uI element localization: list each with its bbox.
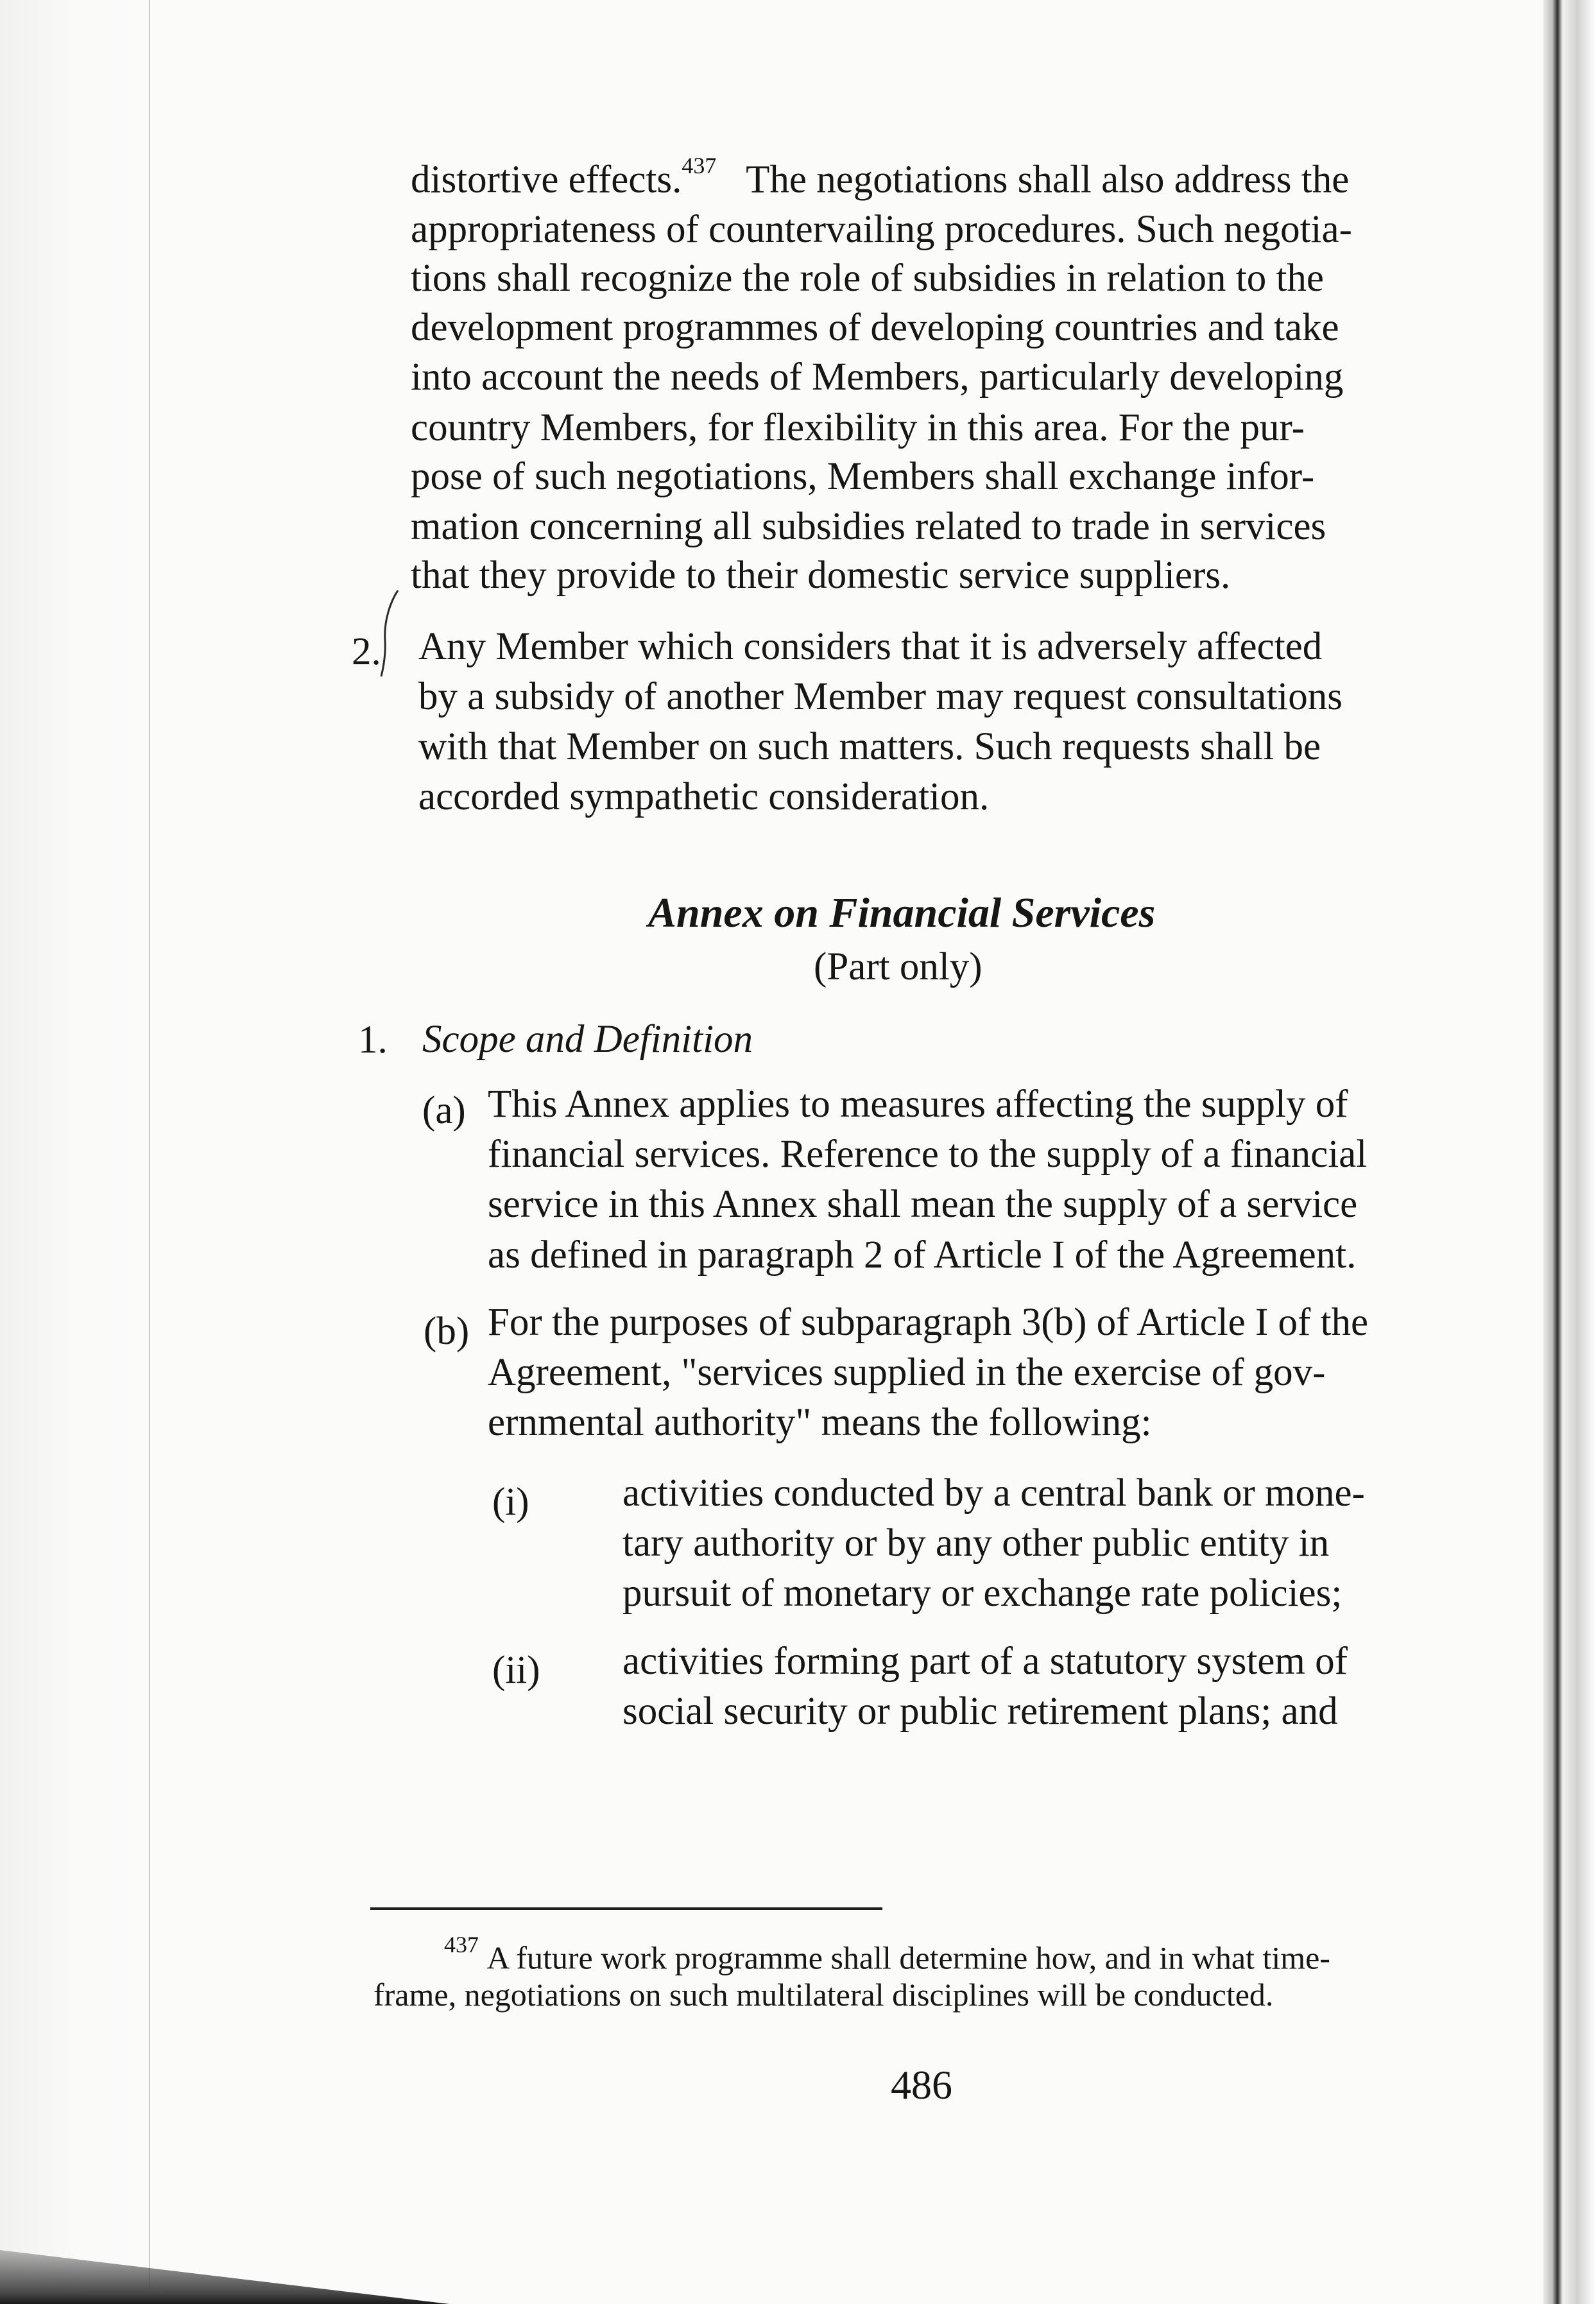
footnote-line-2: frame, negotiations on such multilateral disciplines will be conducted. xyxy=(373,1977,1274,2013)
footnote-number: 437 xyxy=(444,1932,479,1957)
item-b-line-1: For the purposes of subparagraph 3(b) of Article I of the xyxy=(488,1301,1369,1344)
item-i-line-3: pursuit of monetary or exchange rate policies; xyxy=(622,1572,1343,1615)
para1-line-1-rest: The negotiations shall also address the xyxy=(746,158,1350,202)
item-ii-line-1: activities forming part of a statutory system of xyxy=(622,1640,1348,1683)
para2-number: 2. xyxy=(352,630,381,673)
para1-line-9: that they provide to their domestic service suppliers. xyxy=(411,554,1231,597)
footnote-line-1 xyxy=(444,1932,1330,1976)
item-i-line-1: activities conducted by a central bank or mone- xyxy=(622,1472,1365,1515)
scan-left-margin xyxy=(0,0,160,2304)
item-a-line-1: This Annex applies to measures affecting the supply of xyxy=(488,1083,1348,1126)
item-b-line-3: ernmental authority" means the following: xyxy=(488,1401,1152,1444)
para2-line-1: Any Member which considers that it is adversely affected xyxy=(418,625,1323,668)
footnote-separator xyxy=(370,1907,882,1910)
section-number: 1. xyxy=(358,1019,388,1062)
para2-line-2: by a subsidy of another Member may request consultations xyxy=(418,675,1343,718)
para1-line-8: mation concerning all subsidies related to trade in services xyxy=(411,505,1326,548)
para2-line-4: accorded sympathetic consideration. xyxy=(418,775,990,818)
item-ii-line-2: social security or public retirement plans; and xyxy=(622,1690,1338,1733)
para1-line-1-text: distortive effects. xyxy=(411,158,682,202)
para2-line-3: with that Member on such matters. Such requests shall be xyxy=(418,725,1321,768)
para1-line-1 xyxy=(411,153,1350,202)
item-i-line-2: tary authority or by any other public entity in xyxy=(622,1522,1330,1565)
page-number: 486 xyxy=(891,2062,952,2108)
para1-line-3: tions shall recognize the role of subsidies in relation to the xyxy=(411,257,1324,300)
item-a-line-3: service in this Annex shall mean the supply of a service xyxy=(488,1183,1358,1226)
para1-line-4: development programmes of developing countries and take xyxy=(411,306,1339,349)
item-b-line-2: Agreement, "services supplied in the exercise of gov- xyxy=(488,1351,1326,1394)
para1-line-5: into account the needs of Members, particularly developing xyxy=(411,356,1344,399)
annex-title: Annex on Financial Services xyxy=(648,890,1156,936)
item-i-label: (i) xyxy=(492,1481,529,1524)
item-a-line-4: as defined in paragraph 2 of Article I of the Agreement. xyxy=(488,1234,1357,1277)
annex-subtitle: (Part only) xyxy=(814,945,982,988)
section-title: Scope and Definition xyxy=(422,1018,753,1061)
footnote-line-1-text: A future work programme shall determine how, and in what time- xyxy=(486,1939,1330,1976)
para1-line-7: pose of such negotiations, Members shall exchange infor- xyxy=(411,455,1315,498)
para1-line-2: appropriateness of countervailing procedures. Such negotia- xyxy=(411,208,1352,251)
footnote-ref-437: 437 xyxy=(682,153,717,178)
item-ii-label: (ii) xyxy=(492,1649,540,1692)
item-a-line-2: financial services. Reference to the supply of a financial xyxy=(488,1133,1368,1176)
item-a-label: (a) xyxy=(422,1089,466,1132)
para1-line-6: country Members, for flexibility in this area. For the pur- xyxy=(411,406,1305,449)
scan-right-edge xyxy=(1543,0,1596,2304)
scan-binding-line xyxy=(149,0,150,2304)
item-b-label: (b) xyxy=(424,1310,470,1353)
